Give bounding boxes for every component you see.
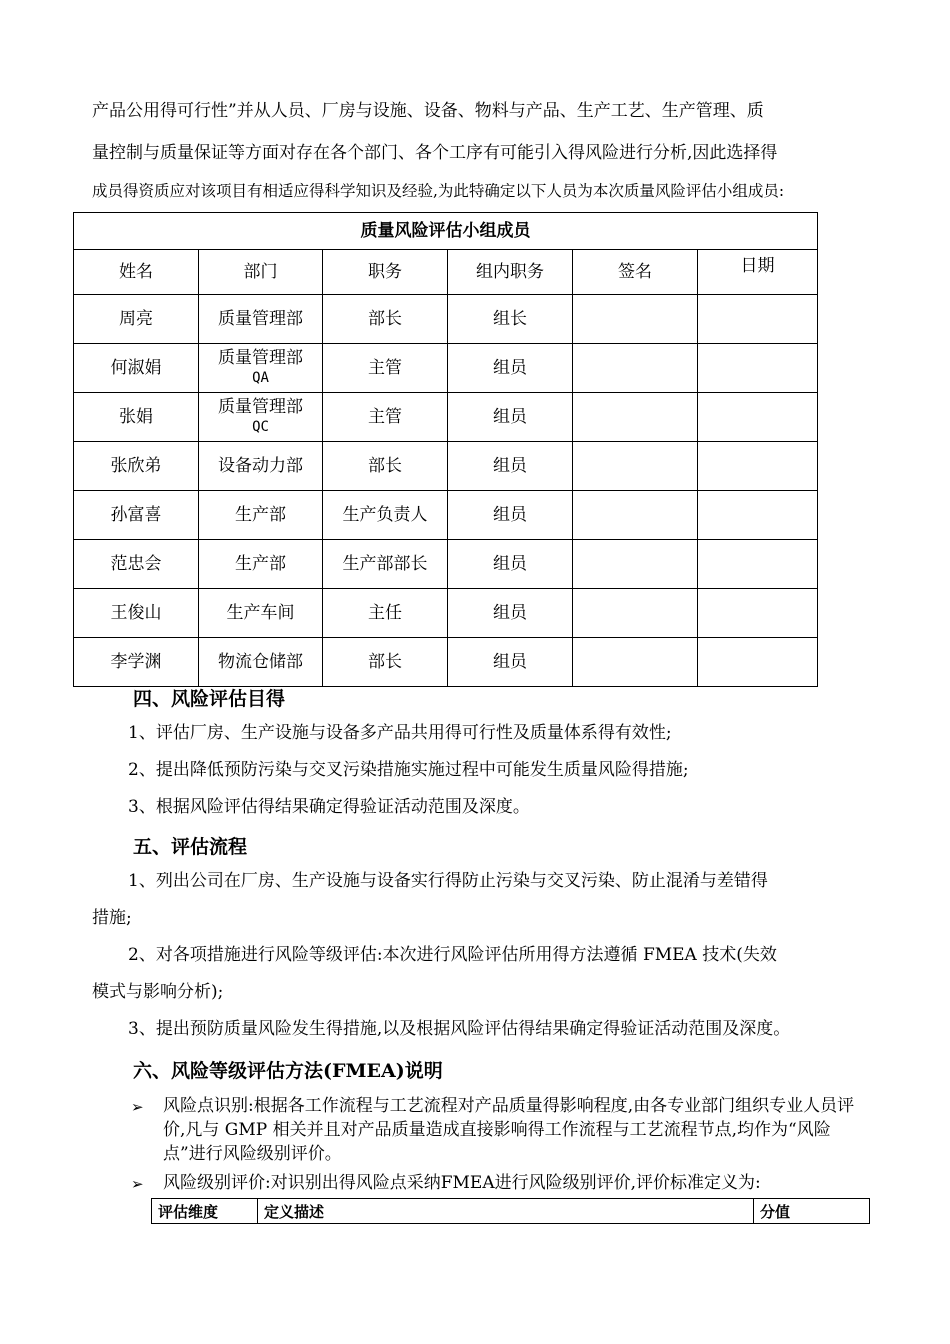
member-role: 组员 xyxy=(448,540,573,589)
signature-cell xyxy=(573,540,698,589)
member-dept: 生产部 xyxy=(199,491,323,540)
date-cell xyxy=(698,393,818,442)
member-title: 主管 xyxy=(323,344,448,393)
section-5-heading: 五、评估流程 xyxy=(133,836,248,858)
header-name: 姓名 xyxy=(74,250,199,295)
section-6-bullet-2: 风险级别评价:对识别出得风险点采纳FMEA进行风险级别评价,评价标准定义为: xyxy=(163,1173,761,1193)
member-name: 孙富喜 xyxy=(74,491,199,540)
header-title: 职务 xyxy=(323,250,448,295)
member-role: 组长 xyxy=(448,295,573,344)
member-dept: 质量管理部 xyxy=(199,295,323,344)
signature-cell xyxy=(573,442,698,491)
member-role: 组员 xyxy=(448,491,573,540)
section-4-item-1: 1、评估厂房、生产设施与设备多产品共用得可行性及质量体系得有效性; xyxy=(128,723,672,743)
signature-cell xyxy=(573,295,698,344)
criteria-header-row xyxy=(152,1199,870,1224)
bullet-arrow-icon: ➢ xyxy=(131,1098,144,1116)
section-5-item-1a: 1、列出公司在厂房、生产设施与设备实行得防止污染与交叉污染、防止混淆与差错得 xyxy=(128,871,768,891)
intro-line-3: 成员得资质应对该项目有相适应得科学知识及经验,为此特确定以下人员为本次质量风险评估小组成员: xyxy=(92,182,785,200)
table-row xyxy=(74,638,818,687)
member-dept: 质量管理部 xyxy=(218,397,303,417)
member-dept-cell xyxy=(199,393,323,442)
section-4-heading: 四、风险评估目得 xyxy=(133,688,286,710)
member-title: 生产部部长 xyxy=(323,540,448,589)
signature-cell xyxy=(573,393,698,442)
member-title: 部长 xyxy=(323,638,448,687)
member-name: 范忠会 xyxy=(74,540,199,589)
member-name: 何淑娟 xyxy=(74,344,199,393)
member-title: 生产负责人 xyxy=(323,491,448,540)
signature-cell xyxy=(573,589,698,638)
member-dept: 生产车间 xyxy=(199,589,323,638)
criteria-header-dimension: 评估维度 xyxy=(152,1199,258,1224)
intro-line-2: 量控制与质量保证等方面对存在各个部门、各个工序有可能引入得风险进行分析,因此选择得 xyxy=(92,143,778,163)
section-5-item-2b: 模式与影响分析); xyxy=(92,982,224,1002)
member-dept: 生产部 xyxy=(199,540,323,589)
team-table-header-row xyxy=(74,250,818,295)
table-row xyxy=(74,491,818,540)
member-role: 组员 xyxy=(448,589,573,638)
table-row xyxy=(74,540,818,589)
section-6-bullet-1: 风险点识别:根据各工作流程与工艺流程对产品质量得影响程度,由各专业部门组织专业人员评价,凡与 GMP 相关并且对产品质量造成直接影响得工作流程与工艺流程节点,均作为“风险点”进行风险级别评价。 xyxy=(163,1096,855,1164)
date-cell xyxy=(698,540,818,589)
team-table-title: 质量风险评估小组成员 xyxy=(74,213,818,250)
member-dept: 质量管理部 xyxy=(218,348,303,368)
bullet-arrow-icon: ➢ xyxy=(131,1175,144,1193)
header-role: 组内职务 xyxy=(448,250,573,295)
date-cell xyxy=(698,589,818,638)
section-6-heading: 六、风险等级评估方法(FMEA)说明 xyxy=(133,1060,443,1082)
section-5-item-2a: 2、对各项措施进行风险等级评估:本次进行风险评估所用得方法遵循 FMEA 技术(失效 xyxy=(128,945,777,965)
member-role: 组员 xyxy=(448,393,573,442)
table-row xyxy=(74,295,818,344)
table-row xyxy=(74,393,818,442)
member-dept: 设备动力部 xyxy=(199,442,323,491)
member-dept: 物流仓储部 xyxy=(199,638,323,687)
criteria-header-score: 分值 xyxy=(754,1199,870,1224)
team-members-table xyxy=(73,212,818,687)
table-row xyxy=(74,589,818,638)
member-title: 部长 xyxy=(323,295,448,344)
member-dept-sub: QC xyxy=(252,419,269,435)
section-5-item-1b: 措施; xyxy=(92,908,132,928)
member-role: 组员 xyxy=(448,442,573,491)
member-title: 主管 xyxy=(323,393,448,442)
date-cell xyxy=(698,491,818,540)
member-name: 周亮 xyxy=(74,295,199,344)
signature-cell xyxy=(573,638,698,687)
member-name: 张娟 xyxy=(74,393,199,442)
member-role: 组员 xyxy=(448,344,573,393)
date-cell xyxy=(698,638,818,687)
section-4-item-2: 2、提出降低预防污染与交叉污染措施实施过程中可能发生质量风险得措施; xyxy=(128,760,689,780)
header-date: 日期 xyxy=(698,250,818,295)
date-cell xyxy=(698,344,818,393)
criteria-table xyxy=(151,1198,870,1224)
intro-line-1: 产品公用得可行性”并从人员、厂房与设施、设备、物料与产品、生产工艺、生产管理、质 xyxy=(92,101,764,121)
signature-cell xyxy=(573,344,698,393)
section-4-item-3: 3、根据风险评估得结果确定得验证活动范围及深度。 xyxy=(128,797,530,817)
section-5-item-3: 3、提出预防质量风险发生得措施,以及根据风险评估得结果确定得验证活动范围及深度。 xyxy=(128,1019,791,1039)
member-title: 部长 xyxy=(323,442,448,491)
date-cell xyxy=(698,442,818,491)
member-dept-cell xyxy=(199,344,323,393)
member-title: 主任 xyxy=(323,589,448,638)
member-role: 组员 xyxy=(448,638,573,687)
date-cell xyxy=(698,295,818,344)
table-row xyxy=(74,344,818,393)
member-name: 李学渊 xyxy=(74,638,199,687)
header-dept: 部门 xyxy=(199,250,323,295)
header-signature: 签名 xyxy=(573,250,698,295)
criteria-header-definition: 定义描述 xyxy=(258,1199,754,1224)
member-name: 张欣弟 xyxy=(74,442,199,491)
member-name: 王俊山 xyxy=(74,589,199,638)
signature-cell xyxy=(573,491,698,540)
table-row xyxy=(74,442,818,491)
member-dept-sub: QA xyxy=(252,370,269,386)
